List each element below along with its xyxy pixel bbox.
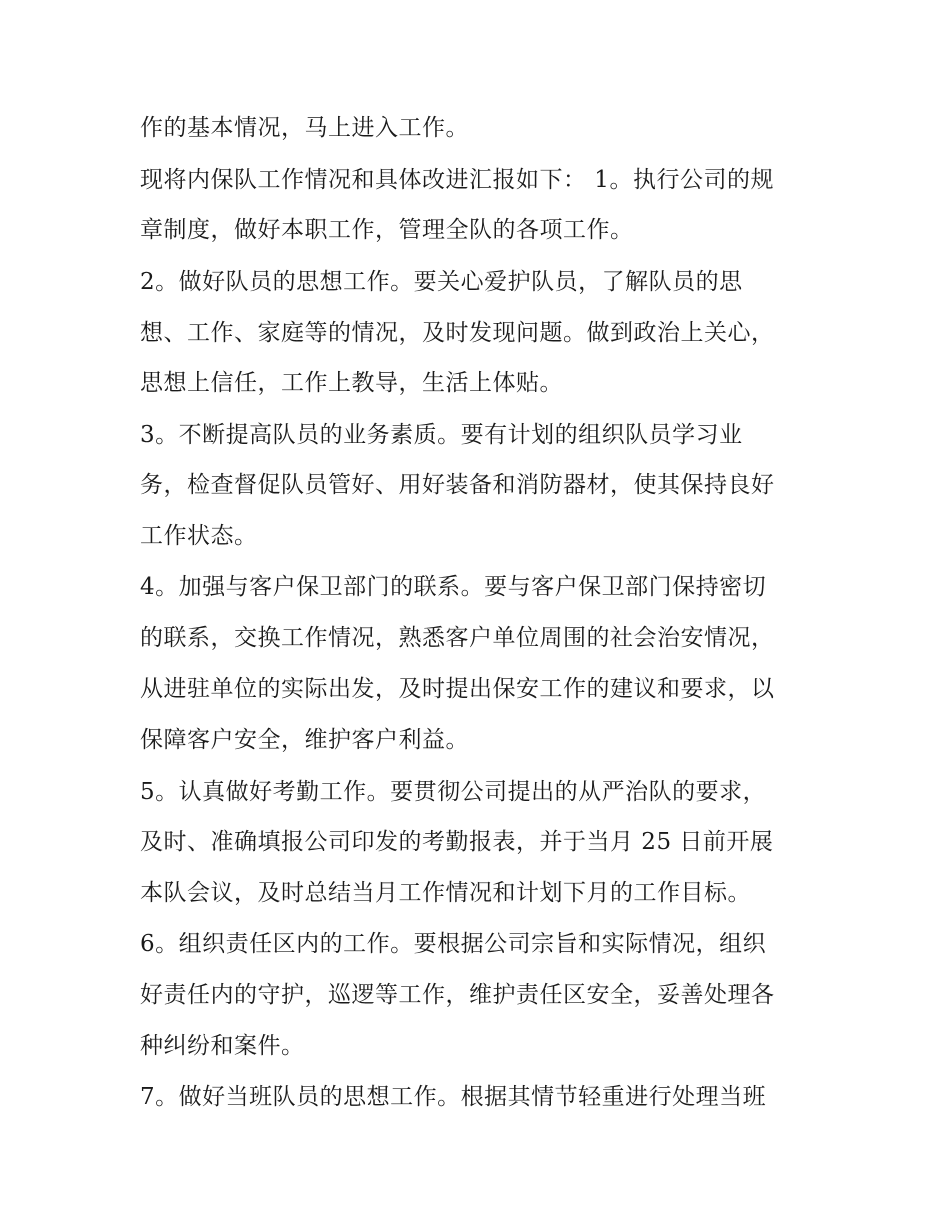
text-line: 的联系，交换工作情况，熟悉客户单位周围的社会治安情况， (140, 625, 775, 651)
text-line: 7。做好当班队员的思想工作。根据其情节轻重进行处理当班 (140, 1084, 767, 1110)
text-line: 从进驻单位的实际出发，及时提出保安工作的建议和要求，以 (140, 676, 775, 702)
text-line: 4。加强与客户保卫部门的联系。要与客户保卫部门保持密切 (140, 574, 767, 600)
text-line: 保障客户安全，维护客户利益。 (140, 727, 469, 753)
text-line: 思想上信任，工作上教导，生活上体贴。 (140, 370, 563, 396)
text-line: 2。做好队员的思想工作。要关心爱护队员，了解队员的思 (140, 269, 743, 295)
text-line: 3。不断提高队员的业务素质。要有计划的组织队员学习业 (140, 422, 743, 448)
text-line: 本队会议，及时总结当月工作情况和计划下月的工作目标。 (140, 880, 751, 906)
text-line: 务，检查督促队员管好、用好装备和消防器材，使其保持良好 (140, 472, 775, 498)
text-line: 作的基本情况，马上进入工作。 (140, 115, 469, 141)
text-line: 工作状态。 (140, 523, 258, 549)
text-line: 及时、准确填报公司印发的考勤报表，并于当月 25 日前开展 (140, 829, 774, 855)
text-line: 现将内保队工作情况和具体改进汇报如下： 1。执行公司的规 (140, 167, 774, 193)
text-line: 想、工作、家庭等的情况，及时发现问题。做到政治上关心， (140, 320, 775, 346)
text-line: 章制度，做好本职工作，管理全队的各项工作。 (140, 217, 634, 243)
text-line: 好责任内的守护，巡逻等工作，维护责任区安全，妥善处理各 (140, 982, 775, 1008)
text-line: 5。认真做好考勤工作。要贯彻公司提出的从严治队的要求， (140, 779, 767, 805)
text-line: 种纠纷和案件。 (140, 1033, 305, 1059)
text-line: 6。组织责任区内的工作。要根据公司宗旨和实际情况，组织 (140, 931, 767, 957)
